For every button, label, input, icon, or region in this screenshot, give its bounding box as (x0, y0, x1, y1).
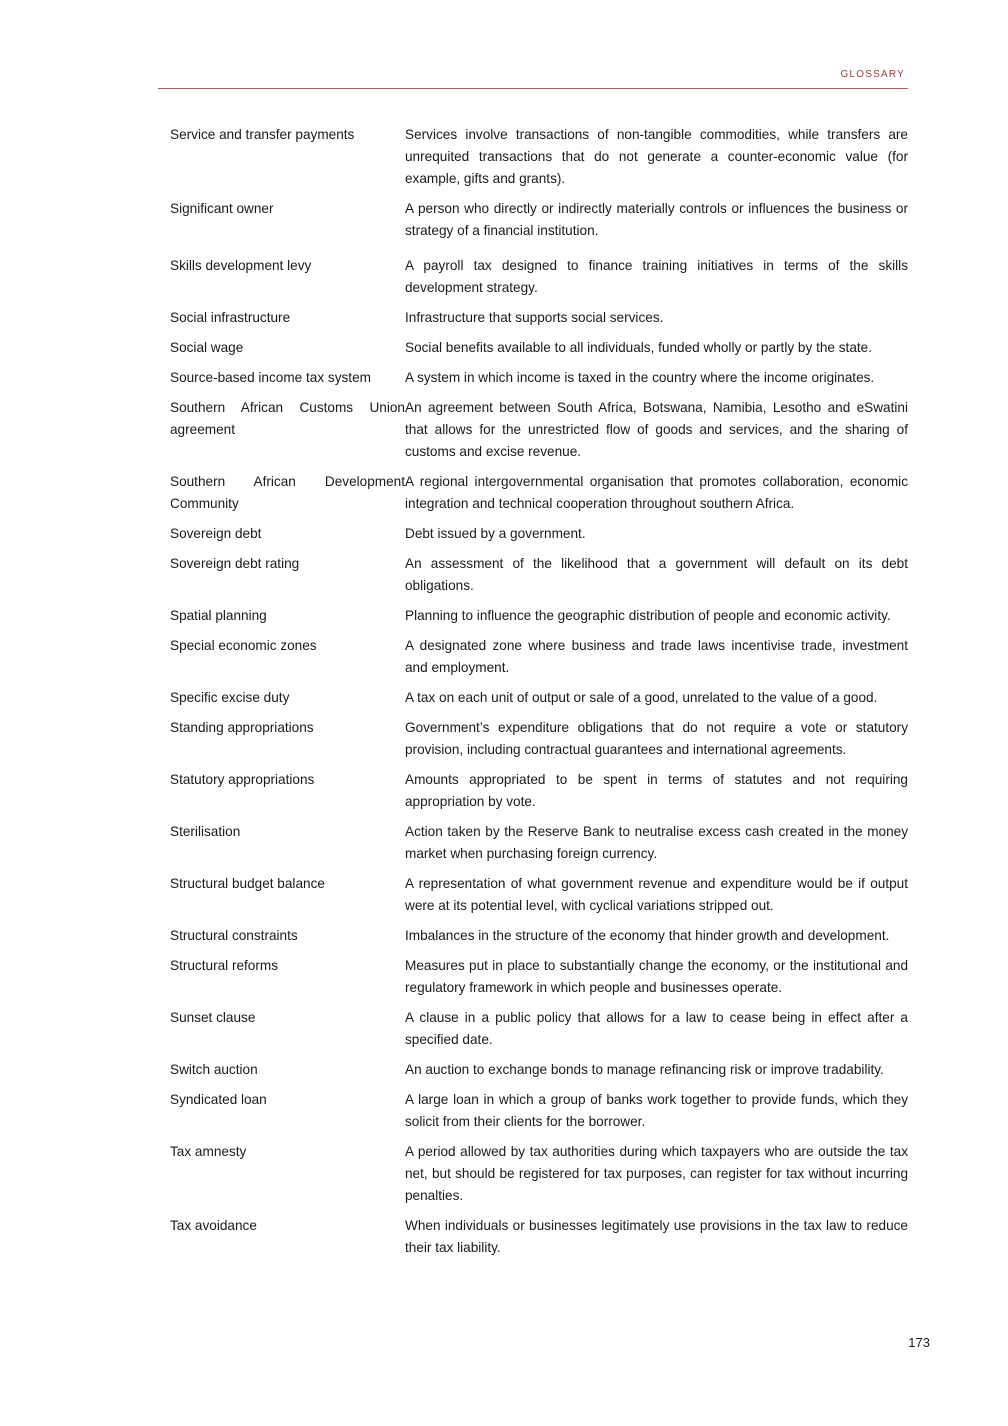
glossary-entry (170, 873, 908, 917)
glossary-entry (170, 821, 908, 865)
glossary-term: Southern African Customs Union agreement (170, 400, 405, 437)
glossary-term: Syndicated loan (170, 1092, 267, 1107)
glossary-entry (170, 124, 908, 190)
glossary-definition: A payroll tax designed to finance training initiatives in terms of the skills development strategy. (405, 258, 908, 295)
glossary-entry (170, 307, 908, 329)
glossary-definition: Infrastructure that supports social services. (405, 310, 664, 325)
glossary-entry (170, 635, 908, 679)
glossary-entry (170, 769, 908, 813)
section-header-label: GLOSSARY (840, 69, 905, 80)
glossary-term: Sunset clause (170, 1010, 256, 1025)
glossary-term: Tax amnesty (170, 1144, 247, 1159)
glossary-definition: A representation of what government revenue and expenditure would be if output were at its potential level, with cyclical variations stripped out. (405, 876, 908, 913)
glossary-term: Specific excise duty (170, 690, 290, 705)
glossary-definition: Planning to influence the geographic distribution of people and economic activity. (405, 608, 891, 623)
glossary-definition: Measures put in place to substantially change the economy, or the institutional and regulatory framework in which people and businesses operate. (405, 958, 908, 995)
glossary-definition: A large loan in which a group of banks work together to provide funds, which they solicit from their clients for the borrower. (405, 1092, 908, 1129)
glossary-definition: A tax on each unit of output or sale of a good, unrelated to the value of a good. (405, 690, 878, 705)
glossary-term: Special economic zones (170, 638, 317, 653)
glossary-entry (170, 397, 908, 463)
header-divider (158, 88, 908, 89)
glossary-term: Source-based income tax system (170, 370, 371, 385)
glossary-term: Structural constraints (170, 928, 298, 943)
glossary-entry (170, 553, 908, 597)
glossary-entry (170, 1215, 908, 1259)
glossary-term: Southern African Development Community (170, 474, 405, 511)
glossary-definition: Debt issued by a government. (405, 526, 586, 541)
glossary-definition: A period allowed by tax authorities during which taxpayers who are outside the tax net, but should be registered for tax purposes, can register for tax without incurring penalties. (405, 1144, 908, 1203)
page-number: 173 (908, 1335, 930, 1350)
glossary-entry (170, 925, 908, 947)
glossary-term: Sovereign debt (170, 526, 262, 541)
glossary-term: Significant owner (170, 201, 274, 216)
glossary-term: Service and transfer payments (170, 127, 355, 142)
glossary-term: Social wage (170, 340, 244, 355)
glossary-definition: Amounts appropriated to be spent in terms of statutes and not requiring appropriation by vote. (405, 772, 908, 809)
glossary-entry (170, 471, 908, 515)
glossary-definition: A person who directly or indirectly materially controls or influences the business or strategy of a financial institution. (405, 201, 908, 238)
glossary-entry (170, 367, 908, 389)
glossary-entry (170, 255, 908, 299)
glossary-definition: An agreement between South Africa, Botswana, Namibia, Lesotho and eSwatini that allows for the unrestricted flow of goods and services, and the sharing of customs and excise revenue. (405, 400, 908, 459)
glossary-term: Standing appropriations (170, 720, 314, 735)
glossary-definition: A designated zone where business and trade laws incentivise trade, investment and employment. (405, 638, 908, 675)
glossary-definition: A regional intergovernmental organisation that promotes collaboration, economic integration and technical cooperation throughout southern Africa. (405, 474, 908, 511)
glossary-term: Structural reforms (170, 958, 279, 973)
glossary-term: Switch auction (170, 1062, 258, 1077)
glossary-definition: Government’s expenditure obligations that do not require a vote or statutory provision, including contractual guarantees and international agreements. (405, 720, 908, 757)
glossary-definition: An auction to exchange bonds to manage refinancing risk or improve tradability. (405, 1062, 884, 1077)
glossary-definition: A system in which income is taxed in the country where the income originates. (405, 370, 875, 385)
glossary-entry (170, 198, 908, 242)
glossary-entry (170, 1059, 908, 1081)
glossary-definition: An assessment of the likelihood that a government will default on its debt obligations. (405, 556, 908, 593)
glossary-entry (170, 605, 908, 627)
glossary-list (170, 124, 908, 1259)
glossary-term: Skills development levy (170, 258, 312, 273)
glossary-entry (170, 1089, 908, 1133)
glossary-term: Sovereign debt rating (170, 556, 300, 571)
glossary-term: Social infrastructure (170, 310, 291, 325)
glossary-term: Statutory appropriations (170, 772, 315, 787)
glossary-entry (170, 955, 908, 999)
glossary-definition: Action taken by the Reserve Bank to neutralise excess cash created in the money market when purchasing foreign currency. (405, 824, 908, 861)
glossary-definition: Services involve transactions of non-tangible commodities, while transfers are unrequited transactions that do not generate a counter-economic value (for example, gifts and grants). (405, 127, 908, 186)
glossary-definition: Social benefits available to all individuals, funded wholly or partly by the state. (405, 340, 872, 355)
glossary-entry (170, 687, 908, 709)
glossary-entry (170, 717, 908, 761)
glossary-definition: Imbalances in the structure of the economy that hinder growth and development. (405, 928, 890, 943)
glossary-term: Sterilisation (170, 824, 241, 839)
glossary-definition: When individuals or businesses legitimately use provisions in the tax law to reduce their tax liability. (405, 1218, 908, 1255)
glossary-entry (170, 337, 908, 359)
glossary-term: Structural budget balance (170, 876, 325, 891)
glossary-entry (170, 1007, 908, 1051)
glossary-entry (170, 1141, 908, 1207)
glossary-entry (170, 523, 908, 545)
glossary-term: Spatial planning (170, 608, 267, 623)
glossary-definition: A clause in a public policy that allows for a law to cease being in effect after a specified date. (405, 1010, 908, 1047)
glossary-term: Tax avoidance (170, 1218, 257, 1233)
